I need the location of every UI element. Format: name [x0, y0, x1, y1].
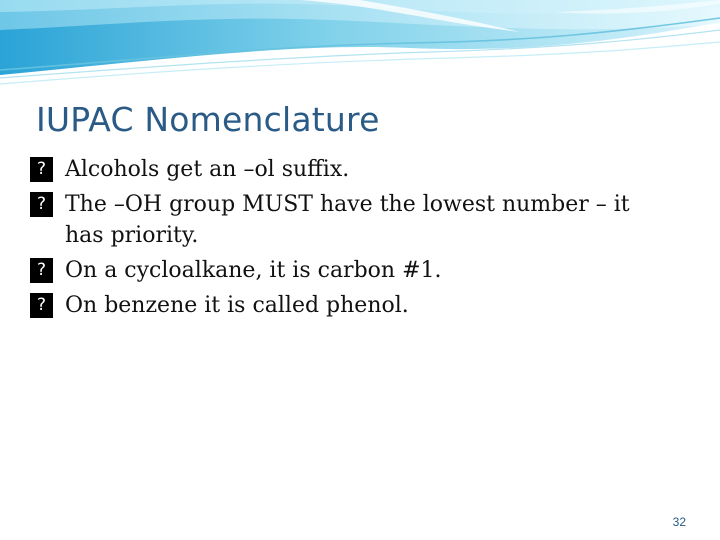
bullet-text: On benzene it is called phenol.: [65, 293, 409, 318]
bullet-text: On a cycloalkane, it is carbon #1.: [65, 258, 442, 283]
bullet-text: The –OH group MUST have the lowest number – it has priority.: [65, 192, 630, 248]
page-number: 32: [672, 515, 686, 529]
header-wave-decoration: [0, 0, 720, 90]
question-mark-box-icon: ?: [30, 258, 53, 283]
slide-title: IUPAC Nomenclature: [36, 100, 380, 139]
bullet-item: [30, 255, 670, 286]
bullet-item: [30, 189, 670, 251]
bullet-list: [30, 154, 670, 325]
bullet-item: [30, 290, 670, 321]
question-mark-box-icon: ?: [30, 192, 53, 217]
bullet-text: Alcohols get an –ol suffix.: [65, 157, 350, 182]
bullet-item: [30, 154, 670, 185]
question-mark-box-icon: ?: [30, 157, 53, 182]
question-mark-box-icon: ?: [30, 293, 53, 318]
